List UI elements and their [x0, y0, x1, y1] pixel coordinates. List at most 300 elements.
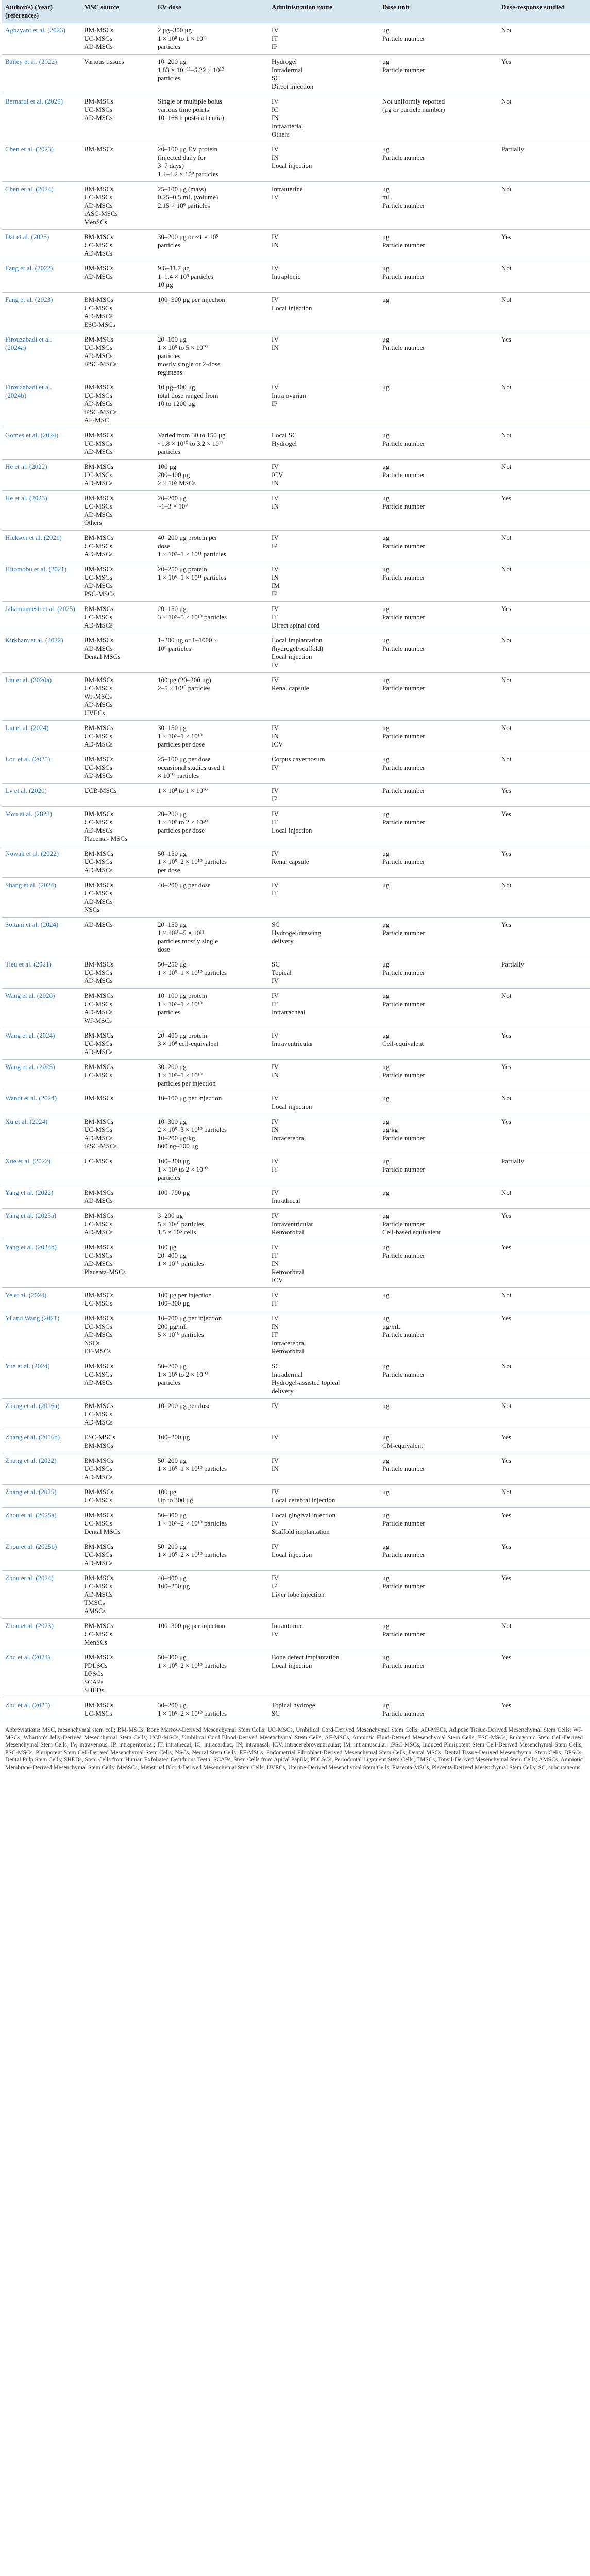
cell-unit-line: Particle number	[382, 201, 425, 209]
cell-source	[81, 460, 155, 491]
cell-author-line[interactable]: Jahanmanesh et al. (2025)	[5, 605, 75, 613]
cell-source-line: AMSCs	[84, 1607, 106, 1615]
cell-source-line: TMSCs	[84, 1599, 105, 1606]
cell-unit	[379, 1240, 498, 1288]
cell-author[interactable]	[2, 721, 81, 752]
cell-unit-line: μg	[382, 1402, 390, 1410]
cell-source	[81, 1650, 155, 1698]
cell-author[interactable]	[2, 989, 81, 1028]
cell-dose-line: 800 ng–100 μg	[158, 1142, 198, 1150]
table-header	[2, 0, 590, 23]
cell-dose-line: dose	[158, 945, 170, 953]
cell-source-line: SHEDs	[84, 1686, 105, 1694]
cell-dose-response: Partially	[498, 142, 590, 182]
cell-route-line: IP	[272, 400, 278, 408]
cell-route-line: Bone defect implantation	[272, 1653, 340, 1661]
table-row	[2, 1091, 590, 1114]
cell-author[interactable]	[2, 142, 81, 182]
cell-author-line[interactable]: Hickson et al. (2021)	[5, 534, 62, 541]
cell-author-line[interactable]: Zhang et al. (2016b)	[5, 1433, 60, 1441]
cell-unit-line: μg	[382, 1653, 390, 1661]
cell-dose-response: Yes	[498, 1060, 590, 1091]
cell-author[interactable]	[2, 918, 81, 957]
cell-route	[268, 562, 379, 602]
cell-dose-response: Not	[498, 428, 590, 460]
cell-author[interactable]	[2, 1288, 81, 1311]
cell-source-line: BM-MSCs	[84, 676, 114, 684]
cell-source-line: AD-MSCs	[84, 249, 113, 257]
cell-dose-response: Not	[498, 380, 590, 428]
cell-route-line: Direct injection	[272, 82, 314, 90]
cell-source-line: UC-MSCs	[84, 1519, 112, 1527]
cell-source-line: UC-MSCs	[84, 1496, 112, 1504]
cell-dose	[155, 784, 268, 807]
cell-author-line[interactable]: Zhou et al. (2025b)	[5, 1543, 57, 1550]
cell-route-line: IP	[272, 795, 278, 803]
cell-dose-line: 100–300 μg	[158, 1157, 190, 1165]
cell-dose-line: 1 × 10⁸ to 1 × 10¹⁰	[158, 787, 208, 794]
cell-source	[81, 562, 155, 602]
cell-author[interactable]	[2, 1311, 81, 1359]
cell-author-line[interactable]: Tieu et al. (2021)	[5, 960, 52, 968]
cell-author[interactable]	[2, 1539, 81, 1571]
cell-route-line: ICV	[272, 471, 283, 479]
cell-source	[81, 721, 155, 752]
cell-author-line[interactable]: Nowak et al. (2022)	[5, 850, 59, 857]
cell-source-line: AD-MSCs	[84, 897, 113, 905]
cell-author-line[interactable]: (2024b)	[5, 392, 27, 399]
cell-source	[81, 1185, 155, 1209]
cell-dose	[155, 1185, 268, 1209]
cell-source-line: BM-MSCs	[84, 335, 114, 343]
cell-dose-line: 5 × 10¹⁰ particles	[158, 1331, 204, 1338]
cell-dose-line: 10–168 h post-ischemia)	[158, 114, 224, 122]
cell-author[interactable]	[2, 1114, 81, 1154]
cell-unit-line: μg	[382, 1456, 390, 1464]
cell-author-line[interactable]: Chen et al. (2024)	[5, 185, 54, 193]
cell-unit	[379, 230, 498, 261]
cell-author-line[interactable]: He et al. (2023)	[5, 494, 47, 502]
cell-source	[81, 1399, 155, 1430]
cell-source-line: AD-MSCs	[84, 114, 113, 122]
cell-dose-response: Not	[498, 182, 590, 230]
cell-dose	[155, 721, 268, 752]
cell-author[interactable]	[2, 1240, 81, 1288]
cell-source-line: AD-MSCs	[84, 479, 113, 487]
cell-dose-line: 1 × 10⁹ to 2 × 10¹⁰	[158, 818, 208, 826]
table-row	[2, 784, 590, 807]
cell-author-line[interactable]: Xue et al. (2022)	[5, 1157, 51, 1165]
cell-author-line[interactable]: Bernardi et al. (2025)	[5, 97, 63, 105]
cell-route-line: IV	[272, 335, 279, 343]
cell-author[interactable]	[2, 23, 81, 55]
cell-dose-line: 100–300 μg	[158, 1299, 190, 1307]
cell-dose-line: 20–400 μg protein	[158, 1031, 207, 1039]
cell-source-line: BM-MSCs	[84, 1094, 114, 1102]
cell-route-line: Intrauterine	[272, 1622, 303, 1630]
cell-route-line: IV	[272, 605, 279, 613]
cell-author-line[interactable]: Wandt et al. (2024)	[5, 1094, 57, 1102]
cell-unit-line: Particle number	[382, 344, 425, 351]
cell-route-line: IV	[272, 787, 279, 794]
cell-unit	[379, 633, 498, 673]
cell-dose-response: Yes	[498, 602, 590, 633]
cell-author[interactable]	[2, 1060, 81, 1091]
cell-author-line[interactable]: Liu et al. (2024)	[5, 724, 49, 732]
cell-unit	[379, 1209, 498, 1240]
cell-route-line: IN	[272, 573, 279, 581]
cell-author[interactable]	[2, 531, 81, 562]
cell-source-line: AD-MSCs	[84, 1473, 113, 1481]
cell-dose-response: Yes	[498, 784, 590, 807]
cell-unit-line: Particle number	[382, 1630, 425, 1638]
cell-author[interactable]	[2, 1508, 81, 1539]
cell-source	[81, 491, 155, 531]
cell-source-line: UC-MSCs	[84, 1410, 112, 1418]
cell-unit	[379, 784, 498, 807]
cell-author[interactable]	[2, 957, 81, 989]
table-row	[2, 1288, 590, 1311]
cell-route-line: IV	[272, 1314, 279, 1322]
cell-dose	[155, 491, 268, 531]
table-row	[2, 602, 590, 633]
cell-dose-line: per dose	[158, 866, 180, 874]
cell-dose-response: Yes	[498, 1311, 590, 1359]
table-row	[2, 957, 590, 989]
cell-dose-line: 1–200 μg or 1–1000 ×	[158, 636, 218, 644]
cell-dose-line: 50–200 μg	[158, 1456, 187, 1464]
cell-author-line[interactable]: Zhou et al. (2023)	[5, 1622, 54, 1630]
cell-route-line: IV	[272, 97, 279, 105]
cell-unit	[379, 846, 498, 878]
cell-unit-line: μg	[382, 296, 390, 303]
cell-dose	[155, 846, 268, 878]
cell-source-line: BM-MSCs	[84, 26, 114, 34]
cell-author-line[interactable]: Wang et al. (2025)	[5, 1063, 55, 1071]
cell-dose-line: 3–7 days)	[158, 162, 184, 170]
cell-source-line: Placenta- MSCs	[84, 835, 128, 842]
cell-dose-line: 2 × 10⁹–3 × 10¹⁰ particles	[158, 1126, 227, 1133]
cell-author-line[interactable]: Zhu et al. (2024)	[5, 1653, 50, 1661]
cell-source-line: AD-MSCs	[84, 866, 113, 874]
cell-author[interactable]	[2, 55, 81, 94]
cell-author[interactable]	[2, 428, 81, 460]
cell-dose-line: 10–300 μg	[158, 1117, 187, 1125]
cell-author-line[interactable]: Gomes et al. (2024)	[5, 431, 59, 439]
cell-source-line: UC-MSCs	[84, 304, 112, 312]
cell-dose-line: 10–100 μg per injection	[158, 1094, 222, 1102]
cell-route-line: IV	[272, 1094, 279, 1102]
header-route: Administration route	[268, 0, 379, 23]
cell-unit	[379, 1311, 498, 1359]
cell-author[interactable]	[2, 1619, 81, 1650]
cell-route-line: Intradermal	[272, 66, 303, 74]
cell-author-line[interactable]: Zhou et al. (2025a)	[5, 1511, 57, 1519]
cell-source	[81, 673, 155, 721]
cell-route	[268, 918, 379, 957]
cell-route-line: IV	[272, 383, 279, 391]
cell-route	[268, 1571, 379, 1619]
cell-route	[268, 1539, 379, 1571]
cell-source-line: BM-MSCs	[84, 1456, 114, 1464]
cell-dose-response: Not	[498, 94, 590, 142]
cell-author-line[interactable]: Firouzabadi et al.	[5, 335, 52, 343]
cell-author[interactable]	[2, 1650, 81, 1698]
cell-unit-line: μg	[382, 960, 390, 968]
cell-author-line[interactable]: Ye et al. (2024)	[5, 1291, 47, 1299]
cell-source-line: iPSC-MSCs	[84, 408, 117, 416]
cell-route-line: Intradermal	[272, 1370, 303, 1378]
cell-author-line[interactable]: He et al. (2022)	[5, 463, 47, 470]
cell-source-line: UC-MSCs	[84, 35, 112, 42]
cell-source-line: BM-MSCs	[84, 1622, 114, 1630]
cell-source-line: BM-MSCs	[84, 534, 114, 541]
cell-author-line[interactable]: Bailey et al. (2022)	[5, 58, 57, 65]
cell-route	[268, 1430, 379, 1453]
cell-author-line[interactable]: Zhang et al. (2022)	[5, 1456, 57, 1464]
cell-source-line: BM-MSCs	[84, 1653, 114, 1661]
cell-unit-line: mL	[382, 193, 392, 201]
cell-author[interactable]	[2, 230, 81, 261]
cell-author-line[interactable]: Fang et al. (2022)	[5, 264, 53, 272]
cell-author[interactable]	[2, 460, 81, 491]
cell-route-line: ICV	[272, 740, 283, 748]
cell-route-line: Intraventricular	[272, 1040, 313, 1047]
cell-dose-response: Not	[498, 293, 590, 332]
cell-dose-response: Not	[498, 23, 590, 55]
cell-route-line: IT	[272, 35, 278, 42]
cell-author[interactable]	[2, 332, 81, 380]
cell-unit-line: Particle number	[382, 732, 425, 740]
cell-source-line: BM-MSCs	[84, 1574, 114, 1582]
cell-unit-line: μg	[382, 1622, 390, 1630]
cell-source-line: AD-MSCs	[84, 1379, 113, 1386]
cell-route	[268, 1453, 379, 1485]
cell-route-line: Liver lobe injection	[272, 1590, 325, 1598]
cell-source-line: AD-MSCs	[84, 645, 113, 652]
cell-dose-line: 50–300 μg	[158, 1653, 187, 1661]
cell-author-line[interactable]: Yang et al. (2023a)	[5, 1212, 57, 1219]
cell-source	[81, 1091, 155, 1114]
cell-author[interactable]	[2, 380, 81, 428]
cell-source	[81, 1311, 155, 1359]
cell-author-line[interactable]: Agbayani et al. (2023)	[5, 26, 65, 34]
table-row	[2, 261, 590, 293]
cell-author[interactable]	[2, 633, 81, 673]
cell-source-line: AD-MSCs	[84, 1559, 113, 1567]
cell-dose-line: 1 × 10⁹–1 × 10¹⁰	[158, 732, 203, 740]
cell-dose-response: Yes	[498, 1028, 590, 1060]
cell-dose	[155, 531, 268, 562]
cell-author[interactable]	[2, 1028, 81, 1060]
cell-author[interactable]	[2, 807, 81, 846]
cell-author-line[interactable]: Zhu et al. (2025)	[5, 1701, 50, 1709]
cell-dose-line: 2–5 × 10¹⁰ particles	[158, 684, 211, 692]
cell-dose-line: ~1–3 × 10⁹	[158, 502, 188, 510]
cell-unit	[379, 602, 498, 633]
cell-author-line[interactable]: Yang et al. (2023b)	[5, 1243, 57, 1251]
cell-author-line[interactable]: (2024a)	[5, 344, 26, 351]
cell-author-line[interactable]: Wang et al. (2024)	[5, 1031, 55, 1039]
cell-author-line[interactable]: Zhang et al. (2025)	[5, 1488, 57, 1496]
table-row	[2, 878, 590, 918]
cell-dose-response: Yes	[498, 1698, 590, 1721]
cell-dose-line: mostly single or 2-dose	[158, 360, 221, 368]
cell-author[interactable]	[2, 261, 81, 293]
cell-dose-line: 1 × 10⁹–1 × 10¹¹ particles	[158, 573, 226, 581]
cell-dose-line: 20–150 μg	[158, 921, 187, 928]
cell-unit-line: μg	[382, 463, 390, 470]
cell-unit-line: Particle number	[382, 1331, 425, 1338]
cell-author[interactable]	[2, 752, 81, 784]
cell-author[interactable]	[2, 1209, 81, 1240]
cell-unit	[379, 293, 498, 332]
cell-author-line[interactable]: Liu et al. (2020a)	[5, 676, 52, 684]
cell-unit-line: Particle number	[382, 66, 425, 74]
cell-route-line: IV	[272, 676, 279, 684]
cell-unit-line: Particle number	[382, 1370, 425, 1378]
cell-source-line: DPSCs	[84, 1670, 104, 1677]
cell-route-line: SC	[272, 921, 280, 928]
cell-source	[81, 846, 155, 878]
cell-unit-line: μg	[382, 233, 390, 241]
cell-unit-line: μg	[382, 26, 390, 34]
cell-unit	[379, 752, 498, 784]
cell-author-line[interactable]: Chen et al. (2023)	[5, 145, 54, 153]
cell-source-line: AD-MSCs	[84, 352, 113, 360]
table-row	[2, 55, 590, 94]
cell-route	[268, 230, 379, 261]
cell-unit-line: Particle number	[382, 542, 425, 550]
cell-author-line[interactable]: Firouzabadi et al.	[5, 383, 52, 391]
cell-author[interactable]	[2, 1571, 81, 1619]
cell-author[interactable]	[2, 1399, 81, 1430]
cell-dose-line: 5 × 10¹⁰ particles	[158, 1220, 204, 1228]
cell-author[interactable]	[2, 673, 81, 721]
cell-route-line: Renal capsule	[272, 684, 309, 692]
cell-dose	[155, 602, 268, 633]
cell-author[interactable]	[2, 878, 81, 918]
cell-author[interactable]	[2, 94, 81, 142]
cell-author-line[interactable]: Yi and Wang (2021)	[5, 1314, 60, 1322]
cell-source-line: UC-MSCs	[84, 193, 112, 201]
cell-author[interactable]	[2, 562, 81, 602]
cell-dose	[155, 380, 268, 428]
cell-route	[268, 332, 379, 380]
cell-source-line: iPSC-MSCs	[84, 360, 117, 368]
cell-dose-line: 1 × 10⁹–1 × 10¹⁰	[158, 1071, 203, 1079]
cell-route-line: IV	[272, 724, 279, 732]
cell-author[interactable]	[2, 182, 81, 230]
cell-author-line[interactable]: Fang et al. (2023)	[5, 296, 53, 303]
cell-route	[268, 1311, 379, 1359]
cell-route-line: IV	[272, 264, 279, 272]
cell-author-line[interactable]: Yang et al. (2022)	[5, 1189, 54, 1196]
cell-source-line: AD-MSCs	[84, 826, 113, 834]
cell-source-line: UC-MSCs	[84, 439, 112, 447]
cell-unit-line: Particle number	[382, 613, 425, 621]
cell-author-line[interactable]: Yue et al. (2024)	[5, 1362, 50, 1370]
cell-unit	[379, 1028, 498, 1060]
cell-dose-response: Not	[498, 531, 590, 562]
cell-route	[268, 602, 379, 633]
cell-unit-line: μg	[382, 636, 390, 644]
cell-author[interactable]	[2, 1359, 81, 1399]
cell-author[interactable]	[2, 1430, 81, 1453]
cell-author-line[interactable]: Soltani et al. (2024)	[5, 921, 59, 928]
cell-author-line[interactable]: Xu et al. (2024)	[5, 1117, 48, 1125]
cell-author-line[interactable]: Mou et al. (2023)	[5, 810, 52, 818]
cell-unit-line: μg	[382, 810, 390, 818]
cell-dose-line: 1 × 10¹⁰ particles	[158, 1260, 204, 1267]
cell-dose	[155, 1240, 268, 1288]
cell-author-line[interactable]: Lou et al. (2025)	[5, 755, 50, 763]
cell-author-line[interactable]: Kirkham et al. (2022)	[5, 636, 63, 644]
cell-route	[268, 491, 379, 531]
cell-author-line[interactable]: Zhang et al. (2016a)	[5, 1402, 60, 1410]
cell-route	[268, 878, 379, 918]
cell-unit-line: μg	[382, 1314, 390, 1322]
cell-author[interactable]	[2, 784, 81, 807]
cell-author[interactable]	[2, 491, 81, 531]
table-row	[2, 807, 590, 846]
cell-route	[268, 957, 379, 989]
cell-author[interactable]	[2, 846, 81, 878]
cell-author[interactable]	[2, 1154, 81, 1185]
cell-author-line[interactable]: Wang et al. (2020)	[5, 992, 55, 999]
cell-dose-line: 1–1.4 × 10⁹ particles	[158, 273, 213, 280]
cell-dose	[155, 1485, 268, 1508]
cell-author-line[interactable]: Hitomobu et al. (2021)	[5, 565, 67, 573]
cell-dose-response: Yes	[498, 1430, 590, 1453]
cell-route-line: IN	[272, 1071, 279, 1079]
cell-unit	[379, 673, 498, 721]
cell-source-line: UC-MSCs	[84, 106, 112, 113]
cell-author-line[interactable]: Shang et al. (2024)	[5, 881, 56, 889]
cell-dose	[155, 752, 268, 784]
cell-route-line: Hydrogel	[272, 58, 297, 65]
cell-author-line[interactable]: Zhou et al. (2024)	[5, 1574, 54, 1582]
cell-route-line: Local injection	[272, 653, 312, 660]
cell-unit	[379, 332, 498, 380]
cell-route-line: IP	[272, 590, 278, 598]
cell-author[interactable]	[2, 1091, 81, 1114]
cell-dose-line: 40–400 μg	[158, 1574, 187, 1582]
cell-author[interactable]	[2, 1453, 81, 1485]
cell-source-line: AD-MSCs	[84, 1197, 113, 1205]
cell-author[interactable]	[2, 602, 81, 633]
cell-route-line: Local injection	[272, 1662, 312, 1669]
cell-author-line[interactable]: Dai et al. (2025)	[5, 233, 49, 241]
header-ev-dose: EV dose	[155, 0, 268, 23]
cell-source-line: BM-MSCs	[84, 463, 114, 470]
cell-dose-line: 10 to 1200 μg	[158, 400, 195, 408]
cell-source-line: AD-MSCs	[84, 312, 113, 320]
table-row	[2, 1209, 590, 1240]
cell-author[interactable]	[2, 293, 81, 332]
cell-source-line: UC-MSCs	[84, 573, 112, 581]
cell-dose-line: 30–200 μg	[158, 1063, 187, 1071]
cell-author-line[interactable]: Lv et al. (2020)	[5, 787, 47, 794]
table-row	[2, 230, 590, 261]
cell-unit-line: μg	[382, 992, 390, 999]
cell-source	[81, 230, 155, 261]
cell-dose-line: particles	[158, 448, 181, 455]
cell-unit-line: μg	[382, 1117, 390, 1125]
cell-author[interactable]	[2, 1698, 81, 1721]
cell-author[interactable]	[2, 1485, 81, 1508]
cell-author[interactable]	[2, 1185, 81, 1209]
